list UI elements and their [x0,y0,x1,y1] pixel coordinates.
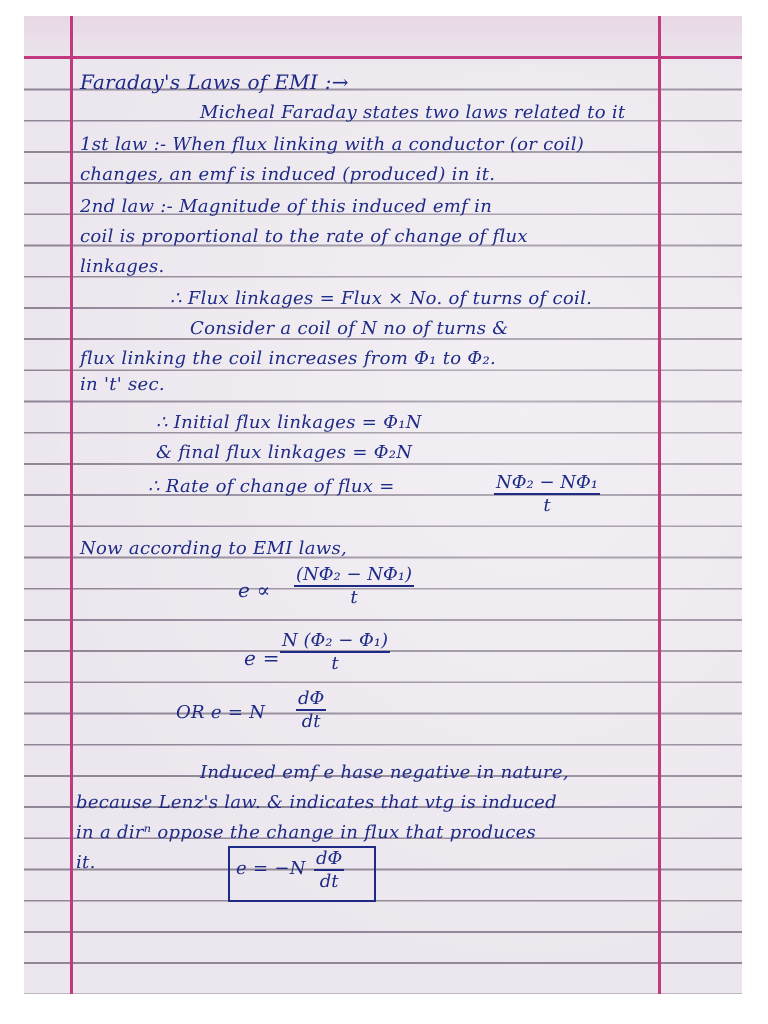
final-equation-fraction [314,848,344,892]
equation-2-denominator: dt [301,711,321,732]
header-rule [24,56,742,59]
consider-line-2: flux linking the coil increases from Φ₁ to Φ₂. [80,348,496,369]
first-law-line-2: changes, an emf is induced (produced) in it. [80,164,496,185]
proportionality-lhs: e ∝ [238,578,271,602]
final-equation-denominator: dt [319,871,339,892]
notebook-page [24,16,742,994]
intro-text: Micheal Faraday states two laws related to it [200,102,626,123]
equation-2-numerator: dΦ [298,688,325,709]
equation-1-denominator: t [331,653,339,674]
equation-1-numerator: N (Φ₂ − Φ₁) [282,630,388,651]
second-law-line-1: 2nd law :- Magnitude of this induced emf in [80,196,493,217]
rate-of-change-fraction [494,472,600,516]
negative-nature-line-1: Induced emf e hase negative in nature, [200,762,569,783]
second-law-line-2: coil is proportional to the rate of change of flux [80,226,528,247]
proportionality-numerator: (NΦ₂ − NΦ₁) [296,564,413,585]
first-law-line-1: 1st law :- When flux linking with a conductor (or coil) [80,134,585,155]
equation-1-lhs: e = [244,646,280,670]
consider-line-3: in 't' sec. [80,374,165,395]
rate-numerator: NΦ₂ − NΦ₁ [496,472,598,493]
right-margin-line [658,16,661,994]
proportionality-denominator: t [350,587,358,608]
page-title: Faraday's Laws of EMI :→ [80,70,349,94]
bleed-through-mark [444,616,624,636]
negative-nature-line-2: because Lenz's law. & indicates that vtg is induced [76,792,557,813]
consider-line-1: Consider a coil of N no of turns & [190,318,509,339]
equation-2-fraction [296,688,326,732]
negative-nature-line-3: in a dirⁿ oppose the change in flux that produces [76,822,537,843]
rate-denominator: t [543,495,551,516]
negative-nature-line-4: it. [76,852,96,873]
equation-1-fraction [280,630,390,674]
rate-of-change-label: ∴ Rate of change of flux = [148,476,395,497]
left-margin-line [70,16,73,994]
proportionality-fraction [294,564,414,608]
final-flux-linkages: & final flux linkages = Φ₂N [156,442,413,463]
final-equation-lhs: e = −N [236,858,306,879]
equation-2-lhs: OR e = N [176,702,266,723]
final-equation-numerator: dΦ [316,848,343,869]
flux-linkage-definition: ∴ Flux linkages = Flux × No. of turns of coil. [170,288,593,309]
emi-laws-intro: Now according to EMI laws, [80,538,348,559]
initial-flux-linkages: ∴ Initial flux linkages = Φ₁N [156,412,422,433]
second-law-line-3: linkages. [80,256,165,277]
